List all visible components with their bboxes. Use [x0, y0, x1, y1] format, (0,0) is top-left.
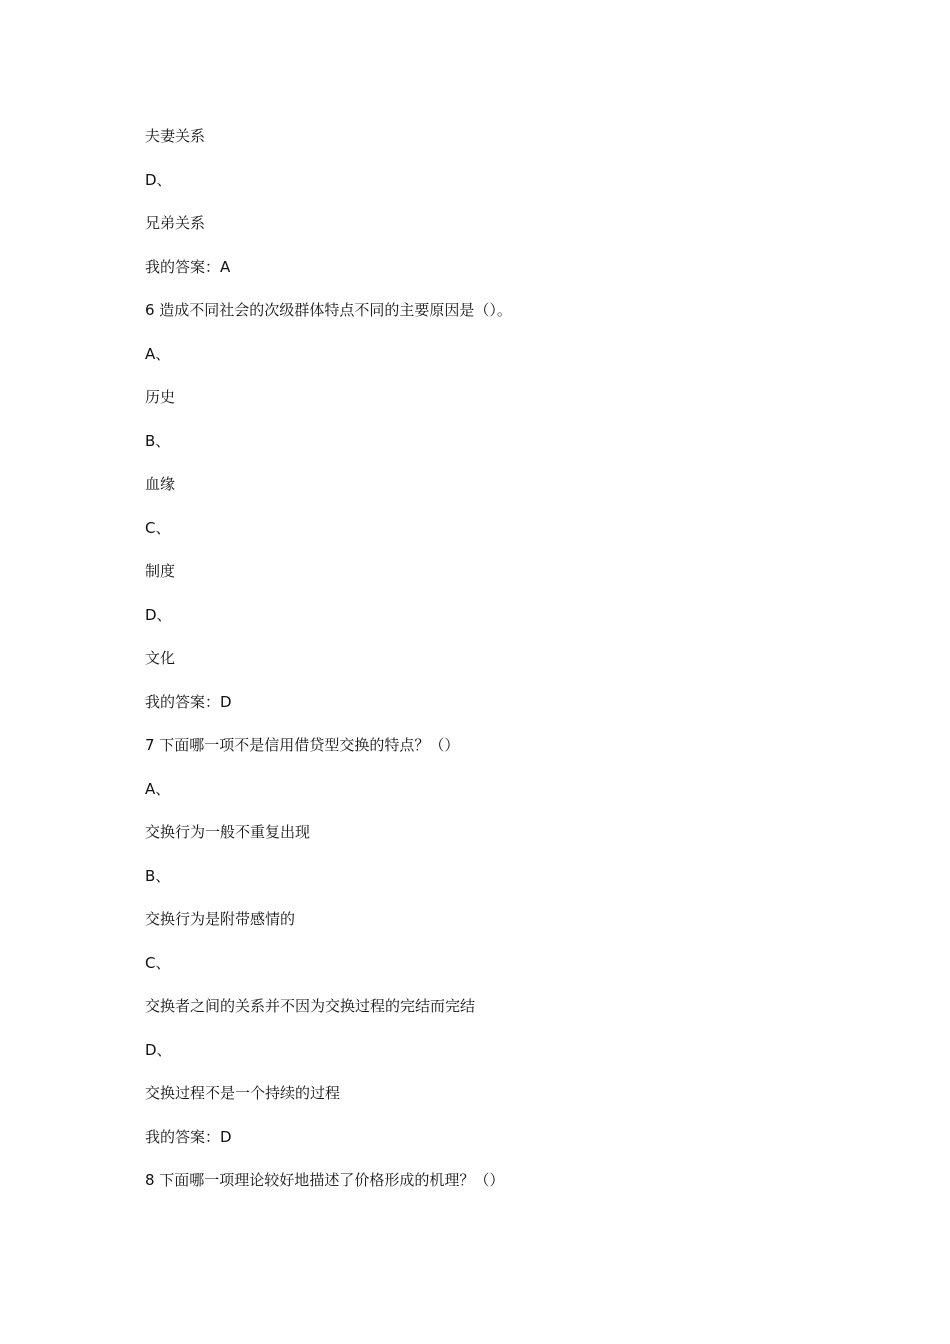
option-text: 交换行为是附带感情的: [145, 910, 296, 928]
option-text: 制度: [145, 562, 176, 580]
option-text: 交换者之间的关系并不因为交换过程的完结而完结: [145, 997, 476, 1015]
option-label: D、: [145, 606, 172, 624]
option-label: B、: [145, 867, 171, 885]
question-line: 6 造成不同社会的次级群体特点不同的主要原因是（）。: [145, 301, 512, 319]
answer-line: 我的答案：A: [145, 258, 231, 276]
option-text: 血缘: [145, 475, 176, 493]
option-label: C、: [145, 954, 171, 972]
option-text: 交换行为一般不重复出现: [145, 823, 311, 841]
option-label: B、: [145, 432, 171, 450]
question-line: 8 下面哪一项理论较好地描述了价格形成的机理？（）: [145, 1171, 505, 1189]
option-text: 交换过程不是一个持续的过程: [145, 1084, 341, 1102]
option-text: 夫妻关系: [145, 127, 206, 145]
option-label: D、: [145, 1041, 172, 1059]
option-text: 文化: [145, 649, 176, 667]
option-text: 兄弟关系: [145, 214, 206, 232]
answer-line: 我的答案：D: [145, 1128, 232, 1146]
option-label: C、: [145, 519, 171, 537]
option-text: 历史: [145, 388, 176, 406]
option-label: A、: [145, 780, 171, 798]
question-line: 7 下面哪一项不是信用借贷型交换的特点？（）: [145, 736, 460, 754]
option-label: D、: [145, 171, 172, 189]
answer-line: 我的答案：D: [145, 693, 232, 711]
option-label: A、: [145, 345, 171, 363]
